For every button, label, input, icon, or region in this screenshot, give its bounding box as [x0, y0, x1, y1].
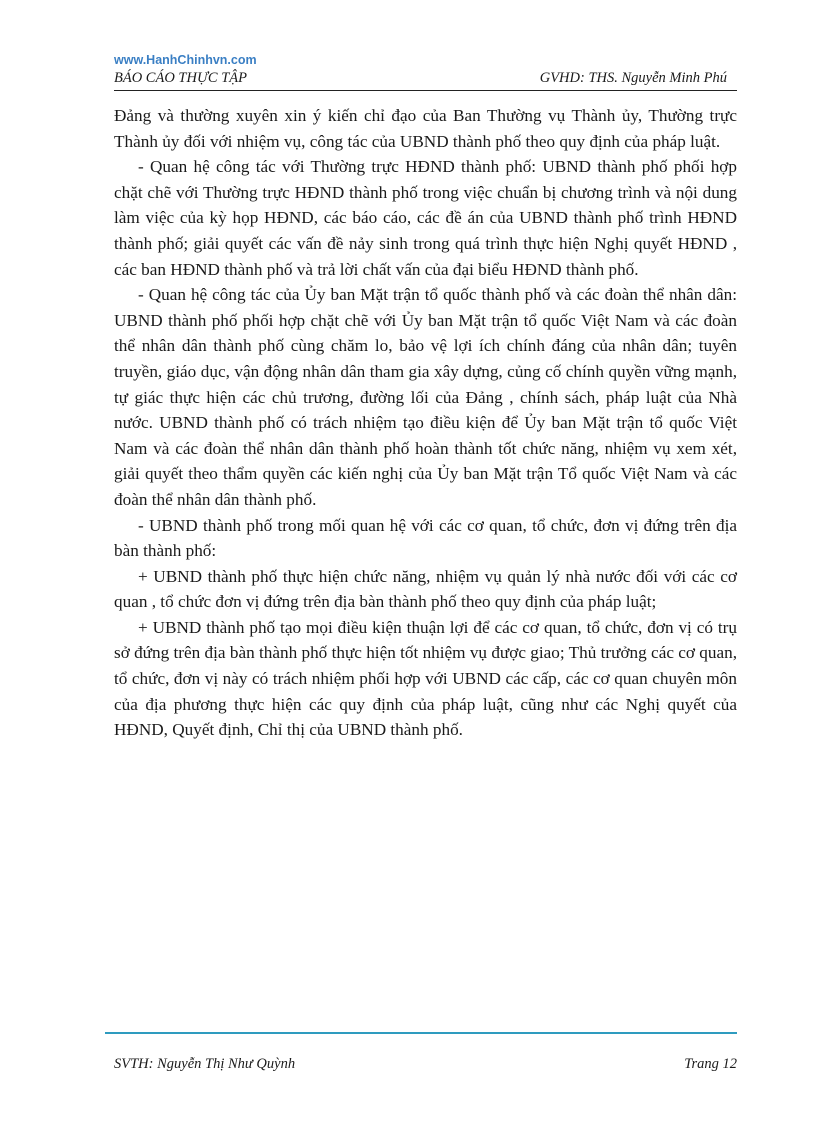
- paragraph-favorable-conditions: + UBND thành phố tạo mọi điều kiện thuận lợi để các cơ quan, tổ chức, đơn vị có trụ sở đứng trên địa bàn thành phố thực hiện tốt nhiệm vụ được giao; Thủ trưởng các cơ quan, tổ chức, đơn vị này có trách nhiệm phối hợp với UBND các cấp, các cơ quan chuyên môn của địa phương thực hiện các quy định của pháp luật, cũng như các Nghị quyết của HĐND, Quyết định, Chỉ thị của UBND thành phố.: [114, 617, 737, 740]
- header-advisor: GVHD: THS. Nguyễn Minh Phú: [539, 70, 727, 86]
- header-report-title: BÁO CÁO THỰC TẬP: [114, 70, 247, 86]
- paragraph-front-relation: - Quan hệ công tác của Ủy ban Mặt trận tổ quốc thành phố và các đoàn thể nhân dân: UBND thành phố phối hợp chặt chẽ với Ủy ban Mặt trận tổ quốc Việt Nam và các đoàn thể nhân dân thành phố cùng chăm lo, bảo vệ lợi ích chính đáng của nhân dân; tuyên truyền, giáo dục, vận động nhân dân tham gia xây dựng, củng cố chính quyền vững mạnh, tự giác thực hiện các chủ trương, đường lối của Đảng , chính sách, pháp luật của Nhà nước. UBND thành phố có trách nhiệm tạo điều kiện để Ủy ban Mặt trận tổ quốc Việt Nam và các đoàn thể nhân dân thành phố hoàn thành tốt chức năng, nhiệm vụ xem xét, giải quyết theo thẩm quyền các kiến nghị của Ủy ban Mặt trận Tổ quốc Việt Nam và các đoàn thể nhân dân thành phố.: [114, 285, 737, 509]
- paragraph-hdnd-relation: - Quan hệ công tác với Thường trực HĐND thành phố: UBND thành phố phối hợp chặt chẽ với Thường trực HĐND thành phố trong việc chuẩn bị chương trình và nội dung làm việc của kỳ họp HĐND, các báo cáo, các đề án của UBND thành phố trình HĐND thành phố; giải quyết các vấn đề nảy sinh trong quá trình thực hiện Nghị quyết HĐND , các ban HĐND thành phố và trả lời chất vấn của đại biểu HĐND thành phố.: [114, 157, 737, 279]
- paragraph-state-management: + UBND thành phố thực hiện chức năng, nhiệm vụ quản lý nhà nước đối với các cơ quan , tổ chức đơn vị đứng trên địa bàn thành phố theo quy định của pháp luật;: [114, 566, 737, 612]
- footer-page-number: Trang 12: [684, 1056, 737, 1072]
- paragraph-agencies-relation: - UBND thành phố trong mối quan hệ với các cơ quan, tổ chức, đơn vị đứng trên địa bàn thành phố:: [114, 515, 737, 561]
- footer-divider: [105, 1032, 737, 1034]
- footer-student-name: SVTH: Nguyễn Thị Như Quỳnh: [114, 1056, 296, 1072]
- document-body: [114, 103, 737, 743]
- page-header: [114, 70, 737, 91]
- watermark-link[interactable]: www.HanhChinhvn.com: [114, 53, 257, 67]
- paragraph-continuation: Đảng và thường xuyên xin ý kiến chỉ đạo của Ban Thường vụ Thành ủy, Thường trực Thành ủy đối với nhiệm vụ, công tác của UBND thành phố theo quy định của pháp luật.: [114, 106, 737, 151]
